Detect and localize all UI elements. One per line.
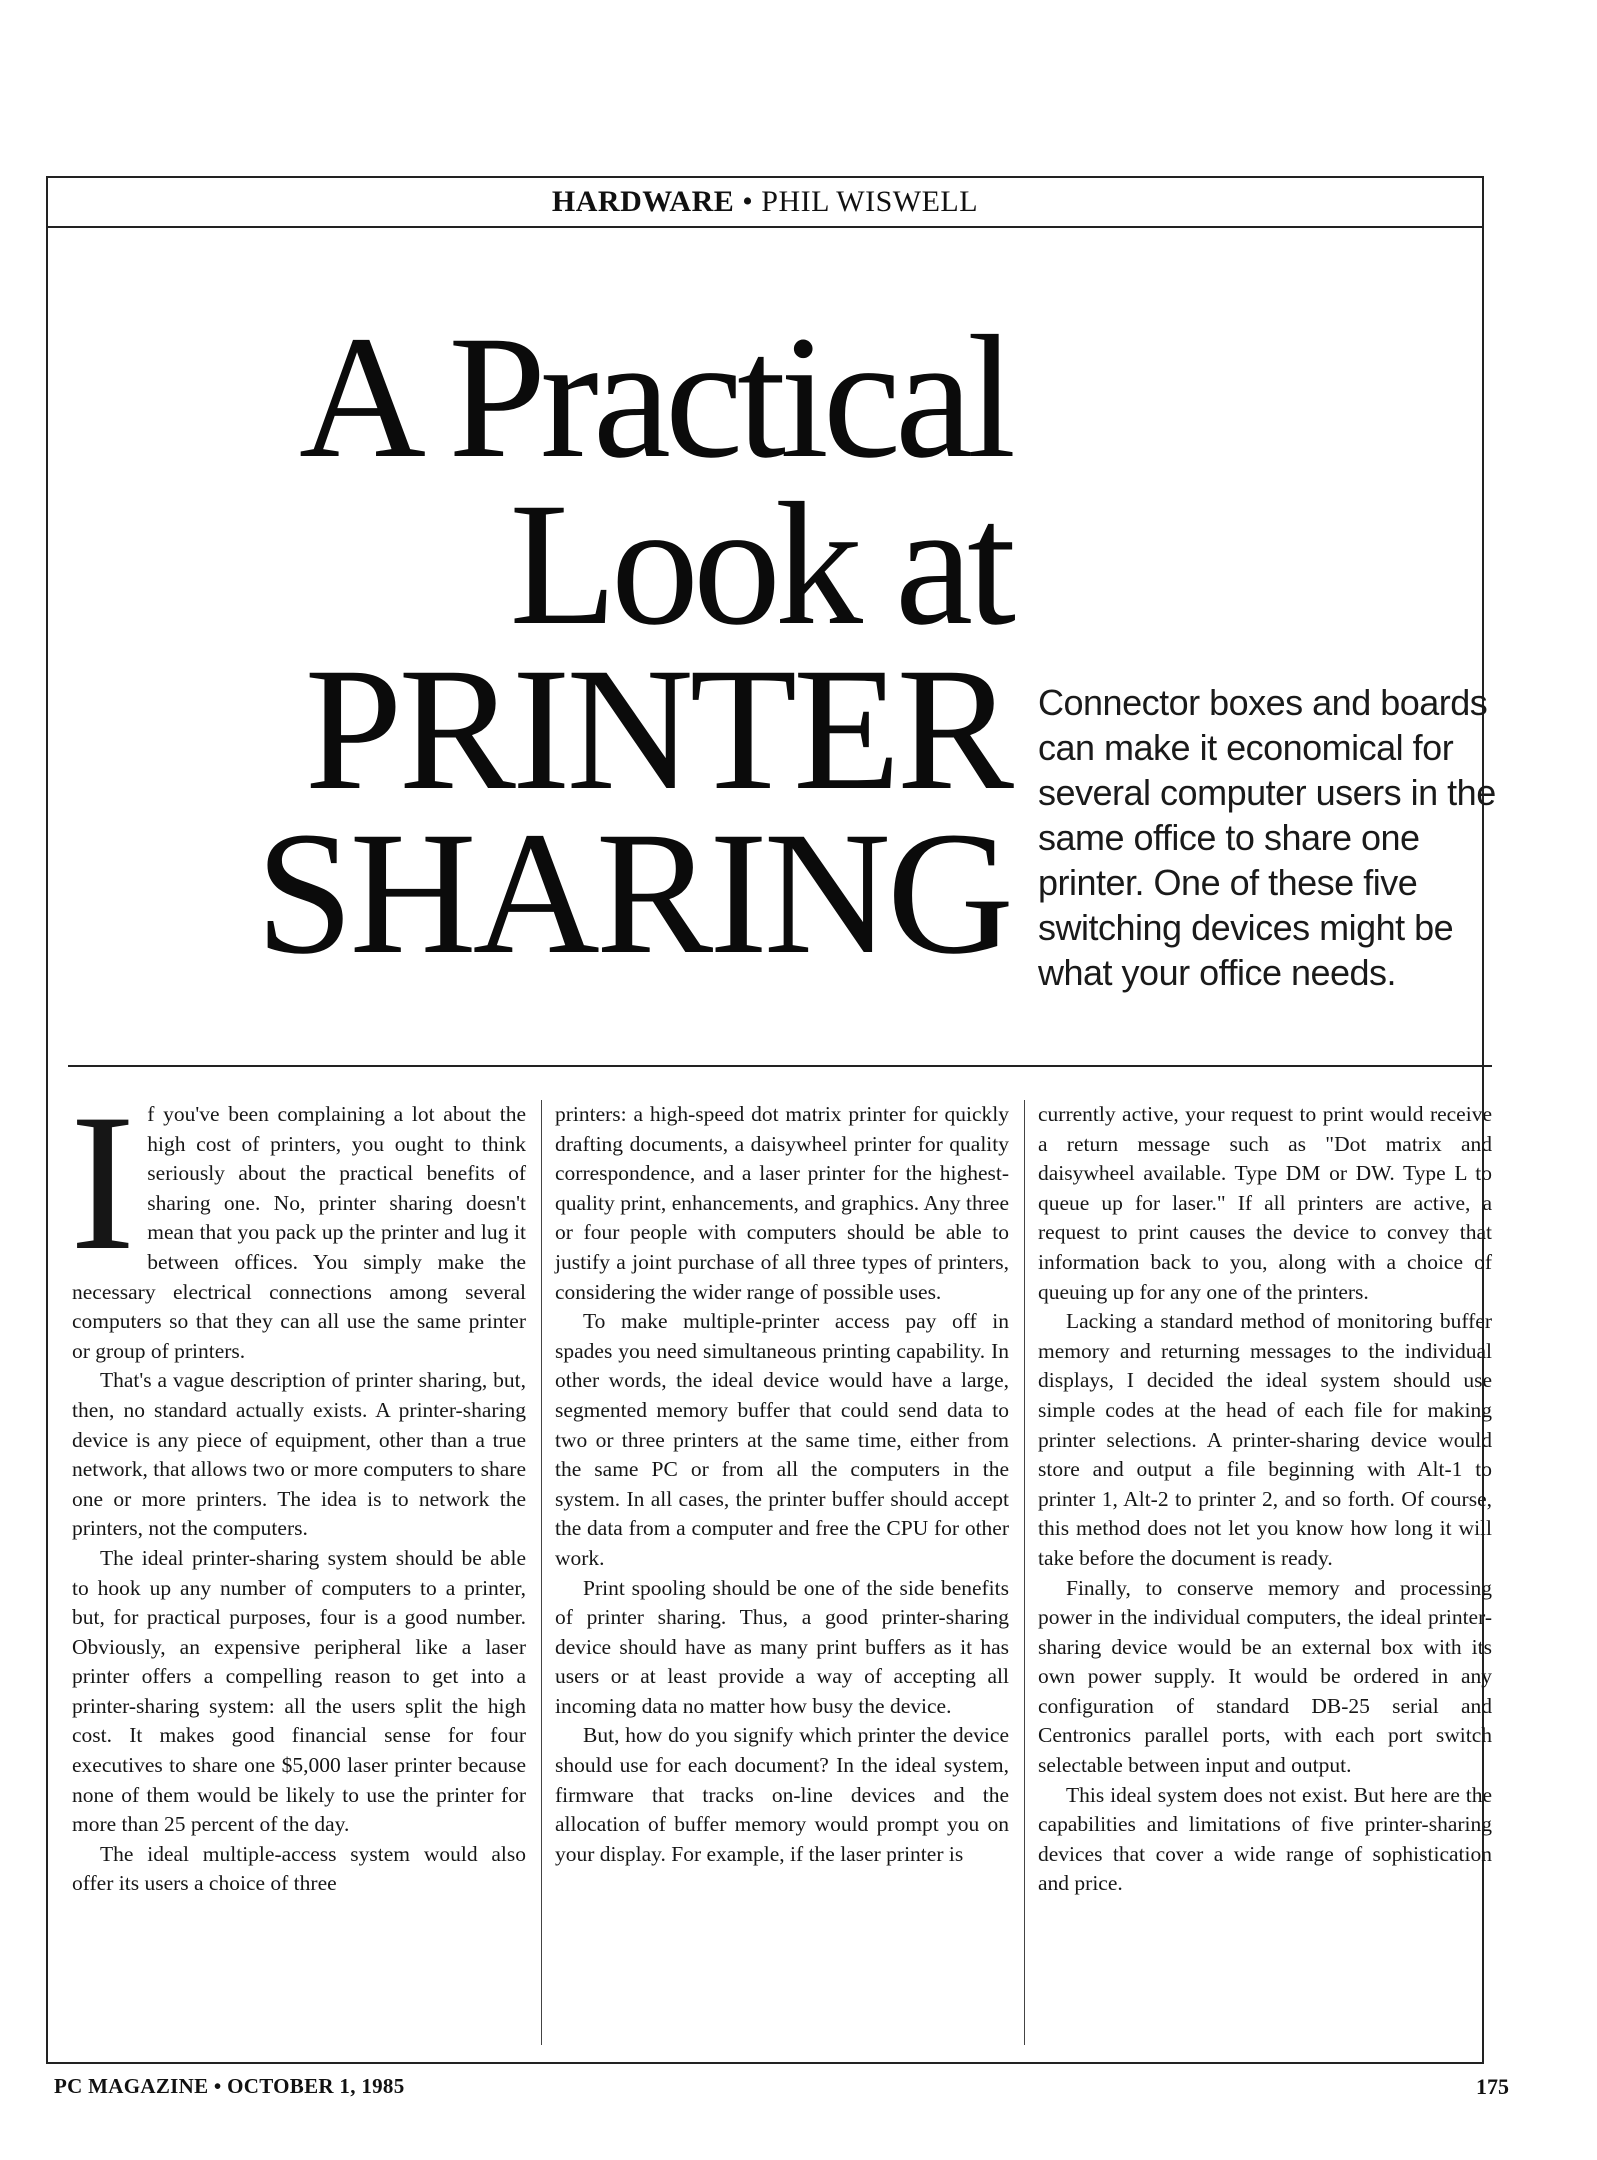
drop-cap: I bbox=[70, 1074, 136, 1291]
body-column-3 bbox=[1038, 1100, 1492, 1899]
paragraph: But, how do you signify which printer the device should use for each document? In the ideal system, firmware that tracks on-line devices and the allocation of buffer memory would prompt you on your display. For example, if the laser printer is bbox=[555, 1723, 1009, 1866]
horizontal-rule bbox=[68, 1065, 1492, 1067]
page-number: 175 bbox=[1476, 2074, 1509, 2099]
headline-line-2: Look at bbox=[509, 467, 1010, 663]
paragraph: That's a vague description of printer sharing, but, then, no standard actually exists. A printer-sharing device is any piece of equipment, other than a true network, that allows two or more computers to share one or more printers. The idea is to network the printers, not the computers. bbox=[72, 1368, 526, 1541]
paragraph: Finally, to conserve memory and processing power in the individual computers, the ideal printer-sharing device would be an external box with its own power supply. It would be ordered in any configuration of standard DB-25 serial and Centronics parallel ports, with each port switch selectable between input and output. bbox=[1038, 1575, 1492, 1778]
author-name: PHIL WISWELL bbox=[761, 185, 979, 218]
headline-line-4: SHARING bbox=[255, 796, 1010, 992]
column-divider bbox=[541, 1100, 542, 2045]
section-header bbox=[48, 178, 1482, 228]
body-column-2 bbox=[555, 1100, 1009, 1869]
paragraph: printers: a high-speed dot matrix printer for quickly drafting documents, a daisywheel printer for quality correspondence, and a laser printer for the highest-quality print, enhancements, and graphics. Any three or four people with computers should be able to justify a joint purchase of all three types of printers, considering the wider range of possible uses. bbox=[555, 1102, 1009, 1304]
paragraph: Lacking a standard method of monitoring buffer memory and returning messages to the individual displays, I decided the ideal system should use simple codes at the head of each file for making printer selections. A printer-sharing device would store and output a file beginning with Alt-1 to printer 1, Alt-2 to printer 2, and so forth. Of course, this method does not let you know how long it will take before the document is ready. bbox=[1038, 1309, 1492, 1570]
paragraph bbox=[70, 1074, 526, 1366]
headline bbox=[70, 300, 1010, 992]
section-label: HARDWARE bbox=[551, 185, 735, 218]
paragraph: The ideal multiple-access system would also offer its users a choice of three bbox=[72, 1841, 526, 1896]
separator-bullet: • bbox=[742, 185, 754, 218]
deck-subtitle: Connector boxes and boards can make it economical for several computer users in the same office to share one printer. One of these five switching devices might be what your office needs. bbox=[1038, 682, 1496, 993]
paragraph: Print spooling should be one of the side benefits of printer sharing. Thus, a good printer-sharing device should have as many print buffers as it has users or at least provide a way of accepting all incoming data no matter how busy the device. bbox=[555, 1575, 1009, 1718]
paragraph: The ideal printer-sharing system should be able to hook up any number of computers to a printer, but, for practical purposes, four is a good number. Obviously, an expensive peripheral like a laser printer offers a compelling reason to get into a printer-sharing system: all the users split the high cost. It makes good financial sense for four executives to share one $5,000 laser printer because none of them would be likely to use the printer for more than 25 percent of the day. bbox=[72, 1545, 526, 1837]
headline-line-1: A Practical bbox=[298, 300, 1010, 495]
paragraph: currently active, your request to print would receive a return message such as "Dot matrix and daisywheel available. Type DM or DW. Type L to queue up for laser." If all printers are active, a request to print causes the device to convey that information back to you, along with a choice of queuing up for any one of the printers. bbox=[1038, 1102, 1492, 1304]
paragraph: To make multiple-printer access pay off in spades you need simultaneous printing capability. In other words, the ideal device would have a large, segmented memory buffer that could send data to two or three printers at the same time, either from the same PC or from all the computers in the system. In all cases, the printer buffer should accept the data from a computer and free the CPU for other work. bbox=[555, 1309, 1009, 1570]
paragraph-text: f you've been complaining a lot about the high cost of printers, you ought to think seriously about the practical benefits of sharing one. No, printer sharing doesn't mean that you pack up the printer and lug it between offices. You simply make the necessary electrical connections among several computers so that they can all use the same printer or group of printers. bbox=[72, 1102, 526, 1363]
body-column-1 bbox=[70, 1074, 526, 1899]
headline-line-3: PRINTER bbox=[304, 632, 1010, 828]
column-divider bbox=[1024, 1100, 1025, 2045]
footer-publication: PC MAGAZINE • OCTOBER 1, 1985 bbox=[54, 2074, 405, 2098]
paragraph: This ideal system does not exist. But here are the capabilities and limitations of five printer-sharing devices that cover a wide range of sophistication and price. bbox=[1038, 1782, 1492, 1896]
